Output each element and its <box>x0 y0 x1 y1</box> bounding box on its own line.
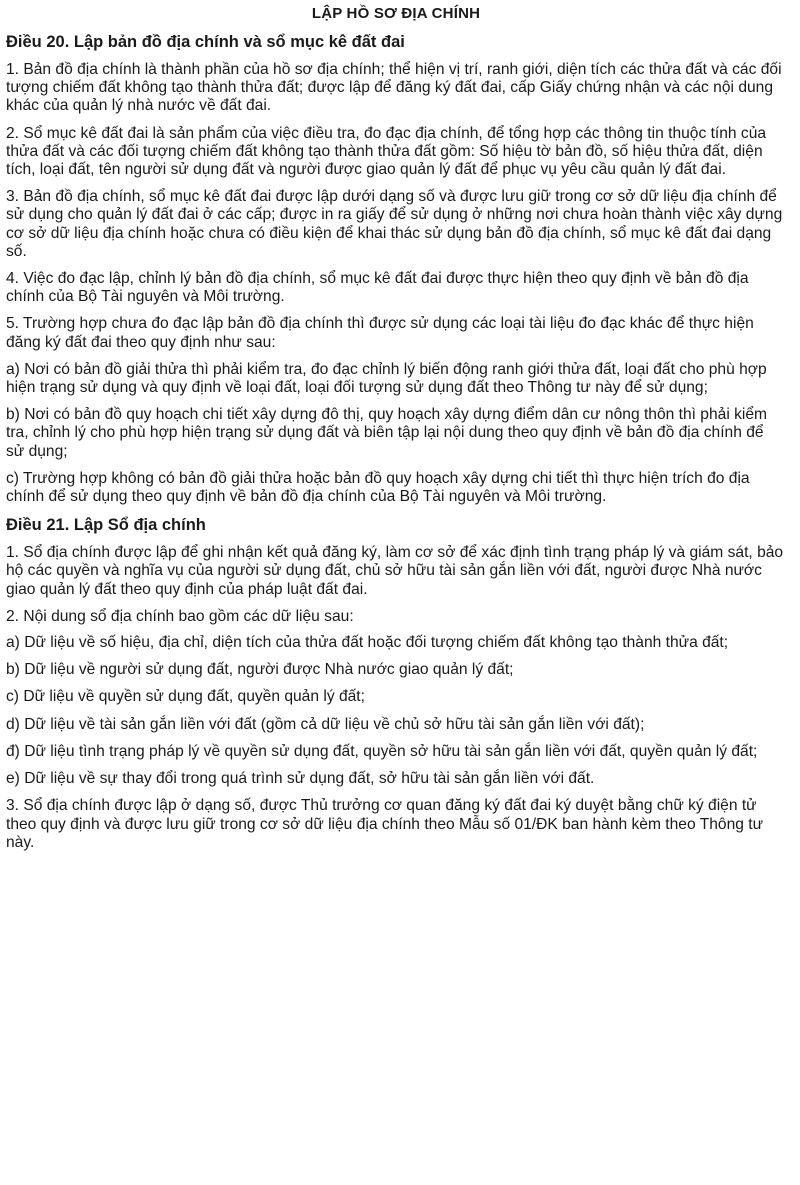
article-21-point-b: b) Dữ liệu về người sử dụng đất, người được Nhà nước giao quản lý đất; <box>6 661 514 679</box>
article-20-clause-3: 3. Bản đồ địa chính, sổ mục kê đất đai được lập dưới dạng số và được lưu giữ trong cơ sở dữ liệu địa chính để sử dụng cho quản lý đất đai ở các cấp; được in ra giấy để sử dụng ở những nơi chưa hoàn thành việc xây dựng cơ sở dữ liệu địa chính hoặc chưa có điều kiện để khai thác sử dụng bản đồ địa chính, sổ mục kê đất đai dạng số. <box>6 188 783 260</box>
article-20-clause-2: 2. Sổ mục kê đất đai là sản phẩm của việc điều tra, đo đạc địa chính, để tổng hợp các thông tin thuộc tính của thửa đất và các đối tượng chiếm đất không tạo thành thửa đất gồm: Số hiệu tờ bản đồ, số hiệu thửa đất, diện tích, loại đất, tên người sử dụng đất và người được giao quản lý đất để phục vụ yêu cầu quản lý đất đai. <box>6 124 767 179</box>
article-21-point-d: d) Dữ liệu về tài sản gắn liền với đất (gồm cả dữ liệu về chủ sở hữu tài sản gắn liền với đất); <box>6 715 645 733</box>
article-20-point-a: a) Nơi có bản đồ giải thửa thì phải kiểm tra, đo đạc chỉnh lý biến động ranh giới thửa đất, loại đất cho phù hợp hiện trạng sử dụng và quy định về loại đất, loại đối tượng sử dụng đất theo Thông tư này để sử dụng; <box>6 360 767 397</box>
article-21-clause-2: 2. Nội dung sổ địa chính bao gồm các dữ liệu sau: <box>6 607 354 625</box>
article-20-section <box>6 32 786 506</box>
article-21-point-e: e) Dữ liệu về sự thay đổi trong quá trình sử dụng đất, sở hữu tài sản gắn liền với đất. <box>6 770 595 788</box>
article-20-point-c: c) Trường hợp không có bản đồ giải thửa hoặc bản đồ quy hoạch xây dựng chi tiết thì thực hiện trích đo địa chính để sử dụng theo quy định về bản đồ địa chính của Bộ Tài nguyên và Môi trường. <box>6 469 750 506</box>
article-21-point-a: a) Dữ liệu về số hiệu, địa chỉ, diện tích của thửa đất hoặc đối tượng chiếm đất không tạo thành thửa đất; <box>6 634 729 652</box>
article-20-point-b: b) Nơi có bản đồ quy hoạch chi tiết xây dựng đô thị, quy hoạch xây dựng điểm dân cư nông thôn thì phải kiểm tra, chỉnh lý cho phù hợp hiện trạng sử dụng đất và biên tập lại nội dung theo quy định về bản đồ địa chính để sử dụng; <box>6 406 768 460</box>
article-21-heading: Điều 21. Lập Sổ địa chính <box>6 516 206 535</box>
document-title: LẬP HỒ SƠ ĐỊA CHÍNH <box>311 5 481 22</box>
article-21-point-c: c) Dữ liệu về quyền sử dụng đất, quyền quản lý đất; <box>6 688 365 706</box>
article-21-section <box>6 515 786 852</box>
article-20-clause-1: 1. Bản đồ địa chính là thành phần của hồ sơ địa chính; thể hiện vị trí, ranh giới, diện tích các thửa đất và các đối tượng chiếm đất không tạo thành thửa đất; được lập để đăng ký đất đai, cấp Giấy chứng nhận và các nội dung khác của quản lý nhà nước về đất đai. <box>6 61 782 115</box>
article-20-clause-4: 4. Việc đo đạc lập, chỉnh lý bản đồ địa chính, sổ mục kê đất đai được thực hiện theo quy định về bản đồ địa chính của Bộ Tài nguyên và Môi trường. <box>6 270 749 306</box>
article-20-heading: Điều 20. Lập bản đồ địa chính và sổ mục kê đất đai <box>6 33 405 51</box>
article-21-clause-3: 3. Sổ địa chính được lập ở dạng số, được Thủ trưởng cơ quan đăng ký đất đai ký duyệt bằng chữ ký điện tử theo quy định và được lưu giữ trong cơ sở dữ liệu địa chính theo Mẫu số 01/ĐK ban hành kèm theo Thông tư này. <box>6 797 764 851</box>
article-20-clause-5: 5. Trường hợp chưa đo đạc lập bản đồ địa chính thì được sử dụng các loại tài liệu đo đạc khác để thực hiện đăng ký đất đai theo quy định như sau: <box>6 315 754 351</box>
article-21-clause-1: 1. Sổ địa chính được lập để ghi nhận kết quả đăng ký, làm cơ sở để xác định tình trạng pháp lý và giám sát, bảo hộ các quyền và nghĩa vụ của người sử dụng đất, chủ sở hữu tài sản gắn liền với đất, người được Nhà nước giao quản lý đất theo quy định của pháp luật đất đai. <box>6 544 784 598</box>
article-21-point-dd: đ) Dữ liệu tình trạng pháp lý về quyền sử dụng đất, quyền sở hữu tài sản gắn liền với đất, quyền quản lý đất; <box>6 742 758 760</box>
